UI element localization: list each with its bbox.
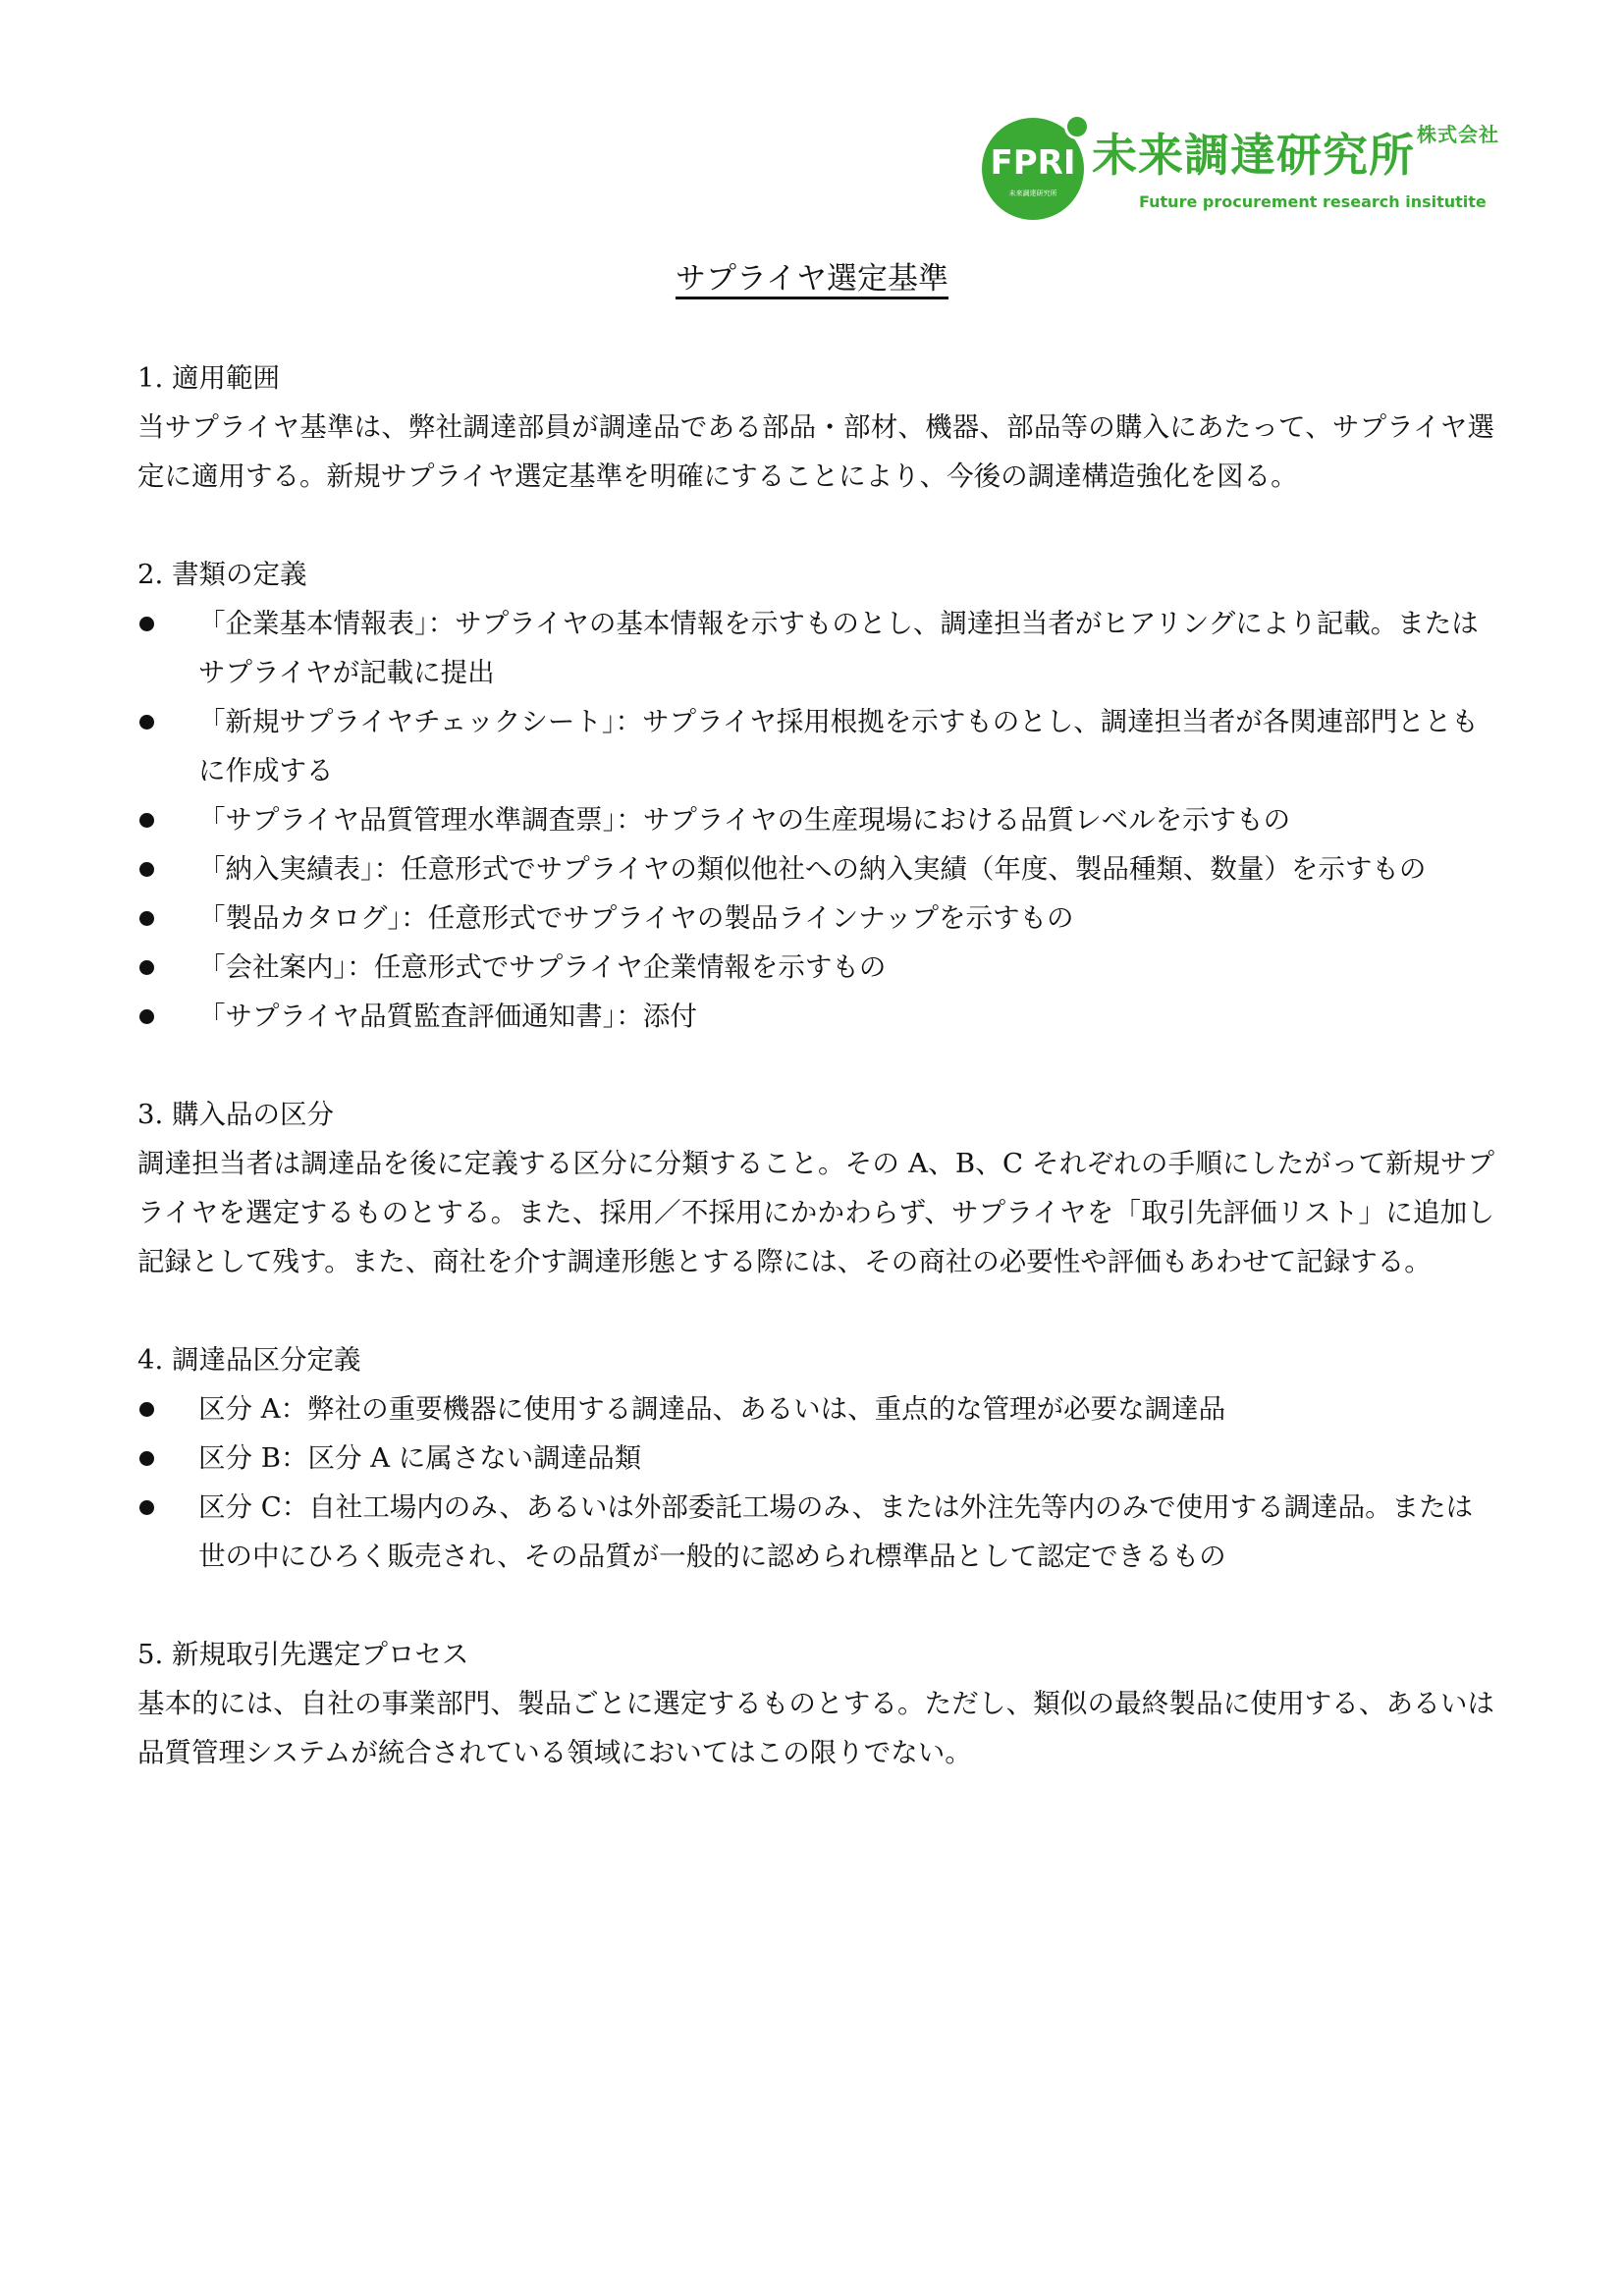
bullet-icon	[139, 1500, 154, 1515]
list-item	[137, 943, 1494, 992]
document-title	[0, 253, 1624, 298]
logo-mark-subtext: 未来調達研究所	[1008, 190, 1057, 197]
bullet-icon	[139, 1009, 154, 1024]
section-heading: 5. 新規取引先選定プロセス	[137, 1639, 469, 1670]
list-item-text: 「サプライヤ品質管理水準調査票」：サプライヤの生産現場における品質レベルを示すもの	[198, 804, 1291, 836]
list-item	[137, 844, 1494, 893]
list-item	[137, 992, 1494, 1041]
bullet-icon	[139, 862, 154, 877]
company-name	[1092, 120, 1499, 185]
logo-mark-text: FPRI	[990, 143, 1076, 183]
section-heading: 2. 書類の定義	[137, 559, 307, 590]
section-paragraph: 調達担当者は調達品を後に定義する区分に分類すること。その A、B、C それぞれの手順にしたがって新規サプライヤを選定するものとする。また、採用／不採用にかかわらず、サプライヤを「取引先評価リスト」に追加し記録として残す。また、商社を介す調達形態とする際には、その商社の必要性や評価もあわせて記録する。	[137, 1148, 1494, 1277]
document-title-text: サプライヤ選定基準	[675, 261, 949, 297]
list-item-text: 「製品カタログ」：任意形式でサプライヤの製品ラインナップを示すもの	[198, 902, 1074, 934]
list-item	[137, 795, 1494, 844]
list-item-text: 区分 B：区分 A に属さない調達品類	[198, 1442, 642, 1474]
list-item-text: 区分 A：弊社の重要機器に使用する調達品、あるいは、重点的な管理が必要な調達品	[198, 1393, 1226, 1425]
section-categories	[137, 1090, 1494, 1286]
company-logo	[982, 114, 1499, 224]
list-item-text: 区分 C：自社工場内のみ、あるいは外部委託工場のみ、または外注先等内のみで使用する調達品。または世の中にひろく販売され、その品質が一般的に認められ標準品として認定できるもの	[198, 1491, 1474, 1572]
section-heading: 4. 調達品区分定義	[137, 1344, 361, 1376]
list-item-text: 「新規サプライヤチェックシート」：サプライヤ採用根拠を示すものとし、調達担当者が各関連部門とともに作成する	[198, 706, 1479, 786]
company-name-text: 未来調達研究所	[1092, 129, 1415, 182]
list-item	[137, 1384, 1494, 1434]
logo-dot-icon	[1064, 114, 1090, 139]
bullet-icon	[139, 1402, 154, 1417]
list-item-text: 「納入実績表」：任意形式でサプライヤの類似他社への納入実績（年度、製品種類、数量）を示すもの	[198, 853, 1427, 885]
section-paragraph: 基本的には、自社の事業部門、製品ごとに選定するものとする。ただし、類似の最終製品に使用する、あるいは品質管理システムが統合されている領域においてはこの限りでない。	[137, 1688, 1494, 1768]
section-scope	[137, 353, 1494, 501]
list-item-text: 「企業基本情報表」：サプライヤの基本情報を示すものとし、調達担当者がヒアリングにより記載。またはサプライヤが記載に提出	[198, 608, 1479, 688]
list-item	[137, 893, 1494, 943]
section-category-definitions	[137, 1335, 1494, 1581]
company-english-name: Future procurement research insitutite	[1139, 192, 1487, 211]
bullet-icon	[139, 911, 154, 926]
list-item	[137, 697, 1494, 795]
bullet-icon	[139, 617, 154, 631]
list-item-text: 「サプライヤ品質監査評価通知書」：添付	[198, 1001, 697, 1032]
section-documents	[137, 550, 1494, 1041]
list-item	[137, 1483, 1494, 1581]
list-item	[137, 1434, 1494, 1483]
bullet-icon	[139, 715, 154, 730]
document-body	[137, 353, 1494, 1826]
section-heading: 1. 適用範囲	[137, 362, 280, 394]
section-heading: 3. 購入品の区分	[137, 1099, 334, 1130]
bullet-icon	[139, 1451, 154, 1466]
section-paragraph: 当サプライヤ基準は、弊社調達部員が調達品である部品・部材、機器、部品等の購入にあたって、サプライヤ選定に適用する。新規サプライヤ選定基準を明確にすることにより、今後の調達構造強化を図る。	[137, 411, 1494, 492]
list-item	[137, 599, 1494, 697]
bullet-list	[137, 599, 1494, 1041]
bullet-icon	[139, 960, 154, 975]
bullet-icon	[139, 813, 154, 828]
company-suffix: 株式会社	[1417, 123, 1499, 146]
list-item-text: 「会社案内」：任意形式でサプライヤ企業情報を示すもの	[198, 951, 887, 983]
bullet-list	[137, 1384, 1494, 1581]
section-selection-process	[137, 1630, 1494, 1777]
